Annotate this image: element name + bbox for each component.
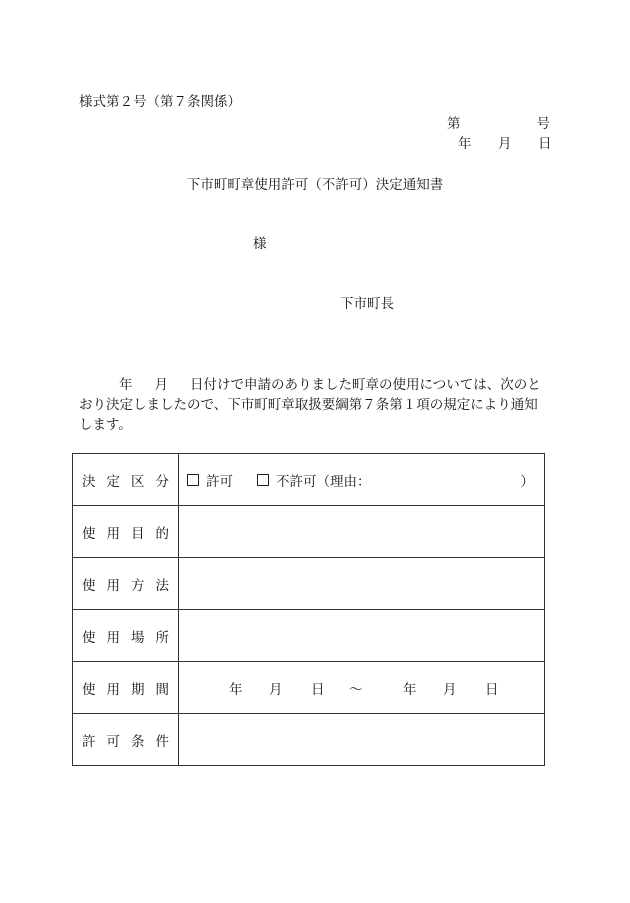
row-label-place: 使 用 場 所: [73, 610, 179, 662]
period-end-month: 月: [443, 681, 457, 698]
body-year: 年: [119, 377, 133, 393]
period-start-day: 日: [311, 681, 325, 698]
period-start-month: 月: [269, 681, 283, 698]
table-row: [73, 610, 545, 662]
permit-option-label: 許可: [206, 473, 233, 490]
period-start-year: 年: [229, 681, 243, 698]
deny-checkbox[interactable]: [257, 474, 269, 486]
place-field[interactable]: [179, 610, 545, 662]
period-field[interactable]: [179, 662, 545, 714]
row-label-conditions: 許 可 条 件: [73, 714, 179, 766]
addressee-suffix: 様: [253, 236, 267, 252]
row-label-purpose: 使 用 目 的: [73, 506, 179, 558]
date-day: 日: [538, 136, 552, 152]
row-label-period: 使 用 期 間: [73, 662, 179, 714]
table-row: [73, 714, 545, 766]
period-end-day: 日: [485, 681, 499, 698]
purpose-field[interactable]: [179, 506, 545, 558]
body-text: 日付けで申請のありました町章の使用については、次のとおり決定しましたので、下市町町章取扱要綱第７条第１項の規定により通知します。: [79, 377, 541, 433]
period-end-year: 年: [403, 681, 417, 698]
table-row: [73, 662, 545, 714]
body-month: 月: [154, 377, 168, 393]
method-field[interactable]: [179, 558, 545, 610]
table-row: [73, 506, 545, 558]
row-label-decision: 決 定 区 分: [73, 454, 179, 506]
decision-cell: [179, 454, 545, 506]
deny-option-label: 不許可（理由：: [276, 473, 371, 490]
form-number-label: 様式第２号（第７条関係）: [79, 94, 241, 110]
deny-reason-close: ）: [520, 473, 534, 490]
number-prefix: 第: [447, 116, 461, 132]
row-label-method: 使 用 方 法: [73, 558, 179, 610]
permit-checkbox[interactable]: [187, 474, 199, 486]
decision-table: [72, 453, 545, 766]
date-year: 年: [458, 136, 472, 152]
date-month: 月: [498, 136, 512, 152]
conditions-field[interactable]: [179, 714, 545, 766]
table-row: [73, 558, 545, 610]
table-row: [73, 454, 545, 506]
issuer-name: 下市町長: [340, 296, 394, 312]
number-suffix: 号: [536, 116, 550, 132]
period-tilde: ～: [349, 681, 363, 698]
notice-body: [79, 375, 549, 435]
document-title: 下市町町章使用許可（不許可）決定通知書: [186, 177, 444, 193]
